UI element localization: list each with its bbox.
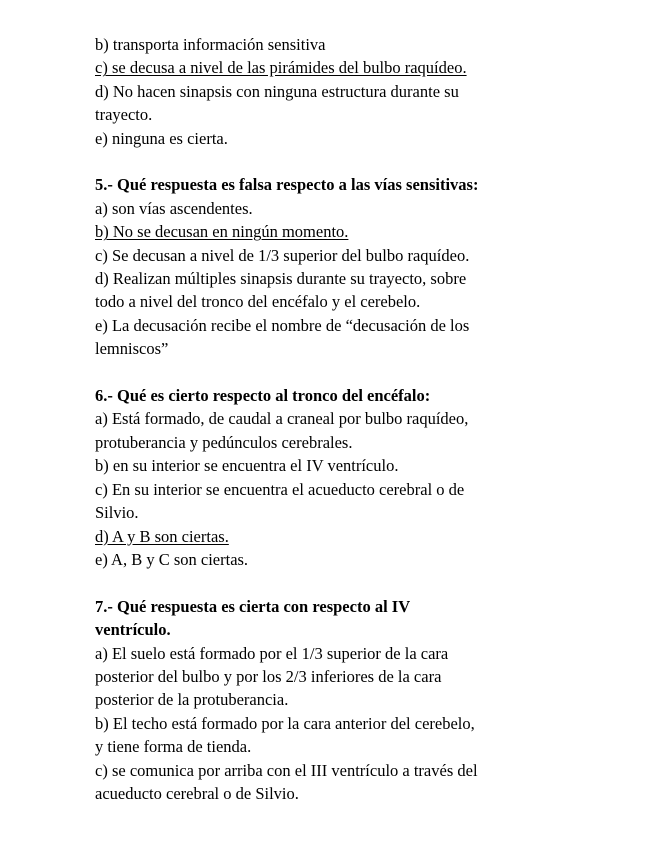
question-6-title: 6.- Qué es cierto respecto al tronco del encéfalo:	[95, 386, 431, 406]
option-b: b) transporta información sensitiva	[95, 35, 326, 54]
option-d-line1: d) Realizan múltiples sinapsis durante su trayecto, sobre	[95, 269, 467, 289]
question-5	[95, 173, 624, 360]
option-c: c) Se decusan a nivel de 1/3 superior del bulbo raquídeo.	[95, 245, 470, 265]
option-a: a) son vías ascendentes.	[95, 198, 253, 218]
option-c-line2: acueducto cerebral o de Silvio.	[95, 783, 299, 803]
option-b: b) en su interior se encuentra el IV ventrículo.	[95, 456, 399, 476]
question-7-title-line2: ventrículo.	[95, 620, 171, 640]
option-a-line1: a) El suelo está formado por el 1/3 superior de la cara	[95, 643, 449, 663]
question-5-title: 5.- Qué respuesta es falsa respecto a las vías sensitivas:	[95, 175, 479, 195]
option-e: e) ninguna es cierta.	[95, 128, 228, 148]
option-d-line1: d) No hacen sinapsis con ninguna estructura durante su	[95, 81, 459, 101]
option-c-line1: c) En su interior se encuentra el acueducto cerebral o de	[95, 479, 465, 499]
option-b-line2: y tiene forma de tienda.	[95, 737, 252, 757]
option-a-line1: a) Está formado, de caudal a craneal por bulbo raquídeo,	[95, 409, 469, 429]
option-a-line3: posterior de la protuberancia.	[95, 690, 289, 710]
question-4-tail	[95, 33, 624, 150]
option-e-line2: lemniscos”	[95, 339, 169, 359]
option-a-line2: protuberancia y pedúnculos cerebrales.	[95, 432, 353, 452]
question-6	[95, 384, 624, 571]
option-c-line1: c) se comunica por arriba con el III ventrículo a través del	[95, 760, 478, 780]
spacer	[95, 150, 624, 173]
question-7	[95, 595, 624, 806]
option-d-line2: trayecto.	[95, 105, 153, 125]
option-d-correct: d) A y B son ciertas.	[95, 526, 229, 546]
option-e: e) A, B y C son ciertas.	[95, 549, 249, 569]
option-b-correct: b) No se decusan en ningún momento.	[95, 222, 349, 242]
option-c-correct: c) se decusa a nivel de las pirámides del bulbo raquídeo.	[95, 58, 467, 78]
option-c-line2: Silvio.	[95, 503, 139, 523]
question-7-title-line1: 7.- Qué respuesta es cierta con respecto al IV	[95, 596, 411, 616]
option-d-line2: todo a nivel del tronco del encéfalo y el cerebelo.	[95, 292, 421, 312]
option-a-line2: posterior del bulbo y por los 2/3 inferiores de la cara	[95, 666, 442, 686]
option-e-line1: e) La decusación recibe el nombre de “decusación de los	[95, 315, 470, 335]
spacer	[95, 361, 624, 384]
option-b-line1: b) El techo está formado por la cara anterior del cerebelo,	[95, 713, 475, 733]
spacer	[95, 571, 624, 594]
